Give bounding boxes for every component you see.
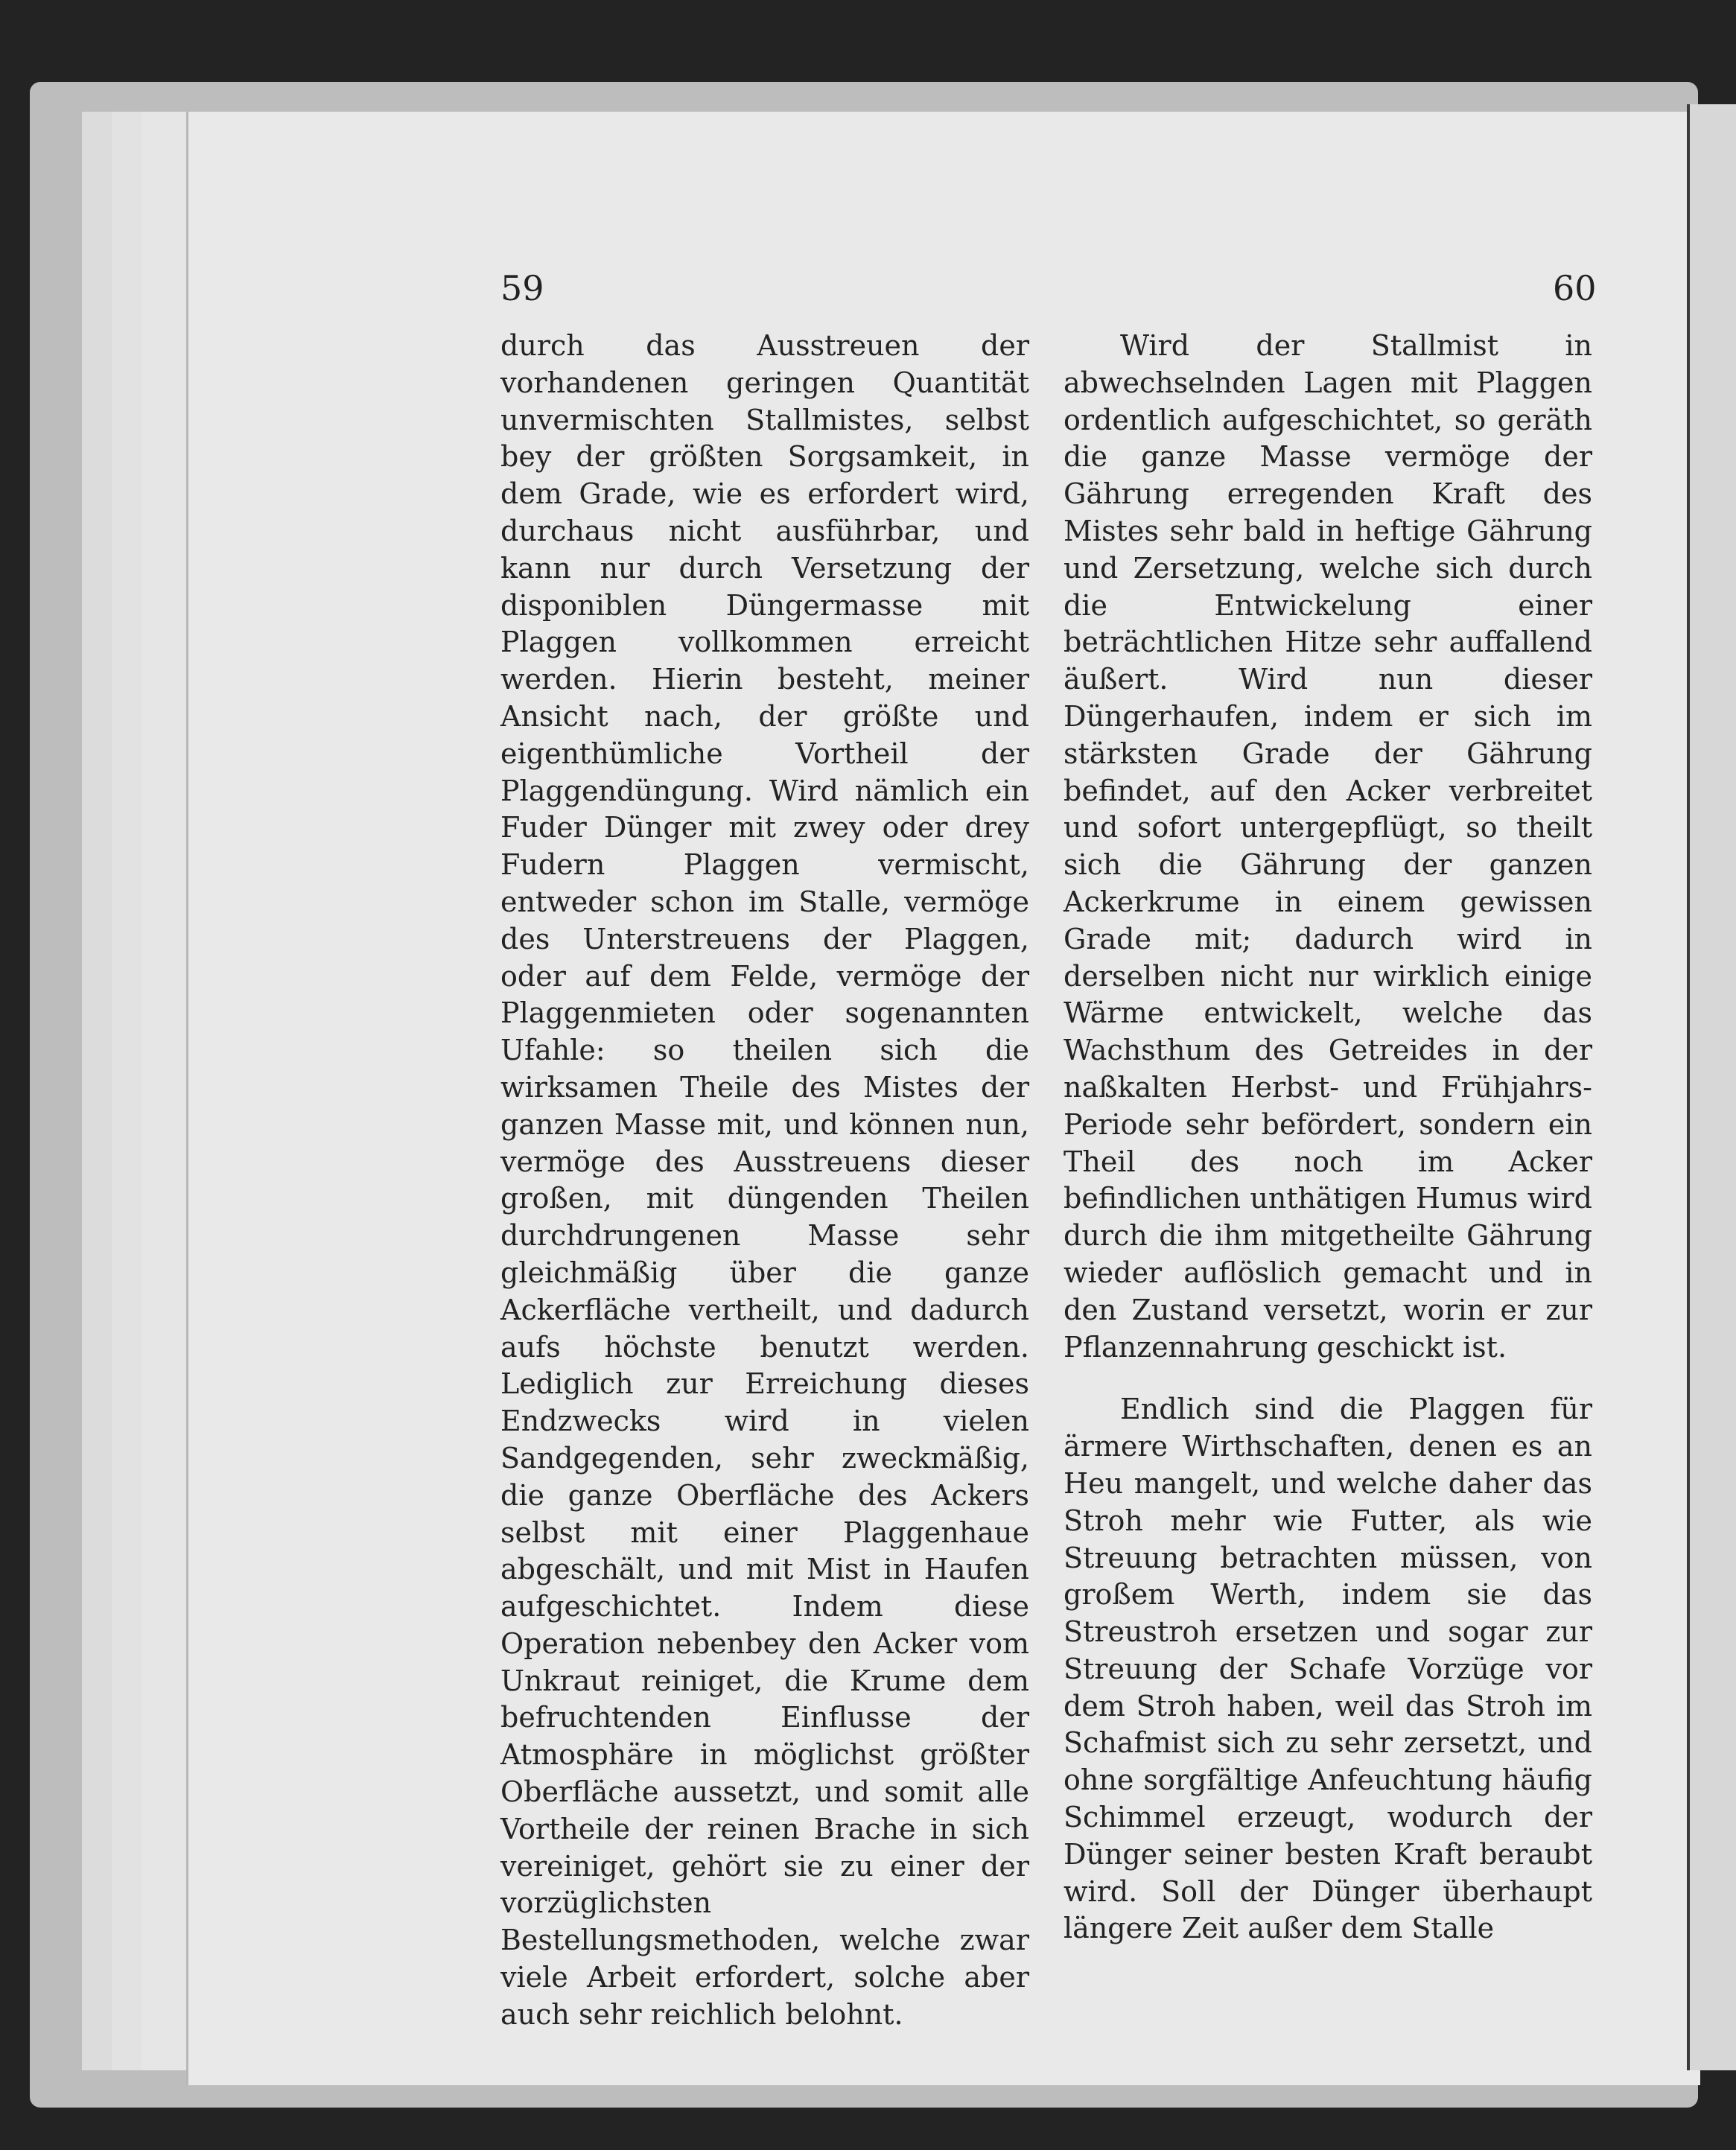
paragraph-right-1: Wird der Stallmist in abwechselnden Lagen mit Plaggen ordentlich aufgeschichtet, so geräth die ganze Masse vermöge der Gährung erregenden Kraft des Mistes sehr bald in heftige Gährung und Zersetzung, welche sich durch die Entwickelung einer beträchtlichen Hitze sehr auffallend äußert. Wird nun dieser Düngerhaufen, indem er sich im stärksten Grade der Gährung befindet, auf den Acker verbreitet und sofort untergepflügt, so theilt sich die Gährung der ganzen Ackerkrume in einem gewissen Grade mit; dadurch wird in derselben nicht nur wirklich einige Wärme entwickelt, welche das Wachsthum des Getreides in der naßkalten Herbst- und Frühjahrs-Periode sehr befördert, sondern ein Theil des noch im Acker befindlichen unthätigen Humus wird durch die ihm mitgetheilte Gährung wieder auflöslich gemacht und in den Zustand versetzt, worin er zur Pflanzennahrung geschickt ist. — [1063, 329, 1592, 1364]
text-column-right — [1063, 328, 1592, 1947]
next-page-edge — [1687, 104, 1736, 2070]
page-number-left: 59 — [500, 268, 544, 308]
page-number-right: 60 — [1553, 268, 1597, 308]
paragraph-right-2: Endlich sind die Plaggen für ärmere Wirthschaften, denen es an Heu mangelt, und welche daher das Stroh mehr wie Futter, als wie Streuung betrachten müssen, von großem Werth, indem sie das Streustroh ersetzen und sogar zur Streuung der Schafe Vorzüge vor dem Stroh haben, weil das Stroh im Schafmist sich zu sehr zersetzt, und ohne sorgfältige Anfeuchtung häufig Schimmel erzeugt, wodurch der Dünger seiner besten Kraft beraubt wird. Soll der Dünger überhaupt längere Zeit außer dem Stalle — [1063, 1393, 1592, 1945]
paragraph-left-1: durch das Ausstreuen der vorhandenen geringen Quantität unvermischten Stallmistes, selbst bey der größten Sorgsamkeit, in dem Grade, wie es erfordert wird, durchaus nicht ausführbar, und kann nur durch Versetzung der disponiblen Düngermasse mit Plaggen vollkommen erreicht werden. Hierin besteht, meiner Ansicht nach, der größte und eigenthümliche Vortheil der Plaggendüngung. Wird nämlich ein Fuder Dünger mit zwey oder drey Fudern Plaggen vermischt, entweder schon im Stalle, vermöge des Unterstreuens der Plaggen, oder auf dem Felde, vermöge der Plaggenmieten oder sogenannten Ufahle: so theilen sich die wirksamen Theile des Mistes der ganzen Masse mit, und können nun, vermöge des Ausstreuens dieser großen, mit düngenden Theilen durchdrungenen Masse sehr gleichmäßig über die ganze Ackerfläche vertheilt, und dadurch aufs höchste benutzt werden. Lediglich zur Erreichung dieses Endzwecks wird in vielen Sandgegenden, sehr zweckmäßig, die ganze Oberfläche des Ackers selbst mit einer Plaggenhaue abgeschält, und mit Mist in Haufen aufgeschichtet. Indem diese Operation nebenbey den Acker vom Unkraut reiniget, die Krume dem befruchtenden Einflusse der Atmosphäre in möglichst größter Oberfläche aussetzt, und somit alle Vortheile der reinen Brache in sich vereiniget, gehört sie zu einer der vorzüglichsten Bestellungsmethoden, welche zwar viele Arbeit erfordert, solche aber auch sehr reichlich belohnt. — [500, 329, 1029, 2031]
text-column-left — [500, 328, 1029, 2034]
